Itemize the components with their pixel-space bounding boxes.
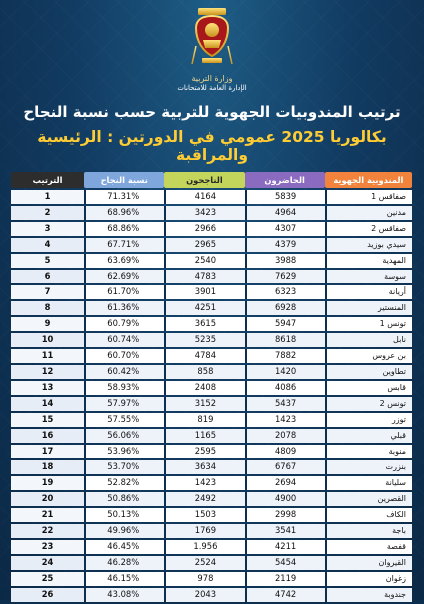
cell-present: 7882 bbox=[245, 349, 325, 363]
cell-present: 2078 bbox=[245, 429, 325, 443]
cell-delegation: سليانة bbox=[325, 476, 412, 490]
cell-rate: 63.69% bbox=[84, 254, 164, 268]
cell-rank: 14 bbox=[11, 397, 84, 411]
cell-delegation: باجة bbox=[325, 524, 412, 538]
table-row bbox=[11, 445, 412, 459]
cell-rank: 2 bbox=[11, 206, 84, 220]
cell-delegation: أريانة bbox=[325, 285, 412, 299]
table-row bbox=[11, 270, 412, 284]
cell-rate: 57.97% bbox=[84, 397, 164, 411]
cell-rate: 43.08% bbox=[84, 588, 164, 602]
cell-rank: 23 bbox=[11, 540, 84, 554]
table-row bbox=[11, 333, 412, 347]
cell-present: 5437 bbox=[245, 397, 325, 411]
header-delegation: المندوبية الجهوية bbox=[325, 172, 412, 188]
cell-present: 2694 bbox=[245, 476, 325, 490]
cell-delegation: صفاقس 1 bbox=[325, 190, 412, 204]
cell-rank: 12 bbox=[11, 365, 84, 379]
cell-present: 4086 bbox=[245, 381, 325, 395]
cell-delegation: القصرين bbox=[325, 492, 412, 506]
cell-successful: 2492 bbox=[164, 492, 244, 506]
cell-rank: 25 bbox=[11, 572, 84, 586]
cell-rate: 71.31% bbox=[84, 190, 164, 204]
header-rate: نسبة النجاح bbox=[84, 172, 164, 188]
cell-delegation: تونس 2 bbox=[325, 397, 412, 411]
cell-present: 5839 bbox=[245, 190, 325, 204]
cell-rank: 5 bbox=[11, 254, 84, 268]
cell-successful: 3423 bbox=[164, 206, 244, 220]
table-row bbox=[11, 556, 412, 570]
ranking-table bbox=[11, 170, 412, 604]
cell-successful: 1769 bbox=[164, 524, 244, 538]
cell-rate: 56.06% bbox=[84, 429, 164, 443]
cell-successful: 3901 bbox=[164, 285, 244, 299]
cell-rate: 58.93% bbox=[84, 381, 164, 395]
cell-present: 4809 bbox=[245, 445, 325, 459]
cell-delegation: تطاوين bbox=[325, 365, 412, 379]
cell-delegation: قبلي bbox=[325, 429, 412, 443]
cell-present: 4307 bbox=[245, 222, 325, 236]
cell-successful: 819 bbox=[164, 413, 244, 427]
cell-present: 1423 bbox=[245, 413, 325, 427]
table-row bbox=[11, 365, 412, 379]
cell-successful: 4251 bbox=[164, 301, 244, 315]
cell-present: 5454 bbox=[245, 556, 325, 570]
table-row bbox=[11, 492, 412, 506]
cell-rank: 11 bbox=[11, 349, 84, 363]
cell-rank: 13 bbox=[11, 381, 84, 395]
cell-rank: 7 bbox=[11, 285, 84, 299]
cell-rank: 3 bbox=[11, 222, 84, 236]
cell-present: 1420 bbox=[245, 365, 325, 379]
cell-rank: 9 bbox=[11, 317, 84, 331]
cell-rank: 22 bbox=[11, 524, 84, 538]
table-row bbox=[11, 381, 412, 395]
cell-successful: 1165 bbox=[164, 429, 244, 443]
cell-rank: 10 bbox=[11, 333, 84, 347]
cell-present: 4211 bbox=[245, 540, 325, 554]
cell-successful: 2965 bbox=[164, 238, 244, 252]
header-rank: الترتيب bbox=[11, 172, 84, 188]
cell-successful: 2524 bbox=[164, 556, 244, 570]
cell-successful: 2966 bbox=[164, 222, 244, 236]
cell-rate: 68.86% bbox=[84, 222, 164, 236]
cell-successful: 3152 bbox=[164, 397, 244, 411]
cell-successful: 2408 bbox=[164, 381, 244, 395]
cell-delegation: سوسة bbox=[325, 270, 412, 284]
cell-delegation: جندوبة bbox=[325, 588, 412, 602]
cell-rate: 50.13% bbox=[84, 508, 164, 522]
cell-present: 4900 bbox=[245, 492, 325, 506]
table-row bbox=[11, 254, 412, 268]
cell-delegation: قفصة bbox=[325, 540, 412, 554]
cell-rank: 18 bbox=[11, 460, 84, 474]
table-row bbox=[11, 476, 412, 490]
table-row bbox=[11, 397, 412, 411]
cell-delegation: المهدية bbox=[325, 254, 412, 268]
cell-rate: 53.70% bbox=[84, 460, 164, 474]
cell-present: 4379 bbox=[245, 238, 325, 252]
cell-successful: 3634 bbox=[164, 460, 244, 474]
cell-successful: 858 bbox=[164, 365, 244, 379]
cell-delegation: نابل bbox=[325, 333, 412, 347]
cell-rank: 6 bbox=[11, 270, 84, 284]
cell-present: 6928 bbox=[245, 301, 325, 315]
cell-present: 2119 bbox=[245, 572, 325, 586]
cell-rank: 1 bbox=[11, 190, 84, 204]
cell-present: 7629 bbox=[245, 270, 325, 284]
cell-delegation: تونس 1 bbox=[325, 317, 412, 331]
cell-rate: 61.70% bbox=[84, 285, 164, 299]
cell-present: 3988 bbox=[245, 254, 325, 268]
cell-successful: 1423 bbox=[164, 476, 244, 490]
table-row bbox=[11, 588, 412, 602]
cell-rate: 53.96% bbox=[84, 445, 164, 459]
table-body bbox=[11, 190, 412, 602]
table-row bbox=[11, 572, 412, 586]
cell-delegation: منوبة bbox=[325, 445, 412, 459]
cell-successful: 4164 bbox=[164, 190, 244, 204]
cell-rate: 46.15% bbox=[84, 572, 164, 586]
cell-rank: 8 bbox=[11, 301, 84, 315]
cell-rate: 60.74% bbox=[84, 333, 164, 347]
cell-rank: 17 bbox=[11, 445, 84, 459]
cell-rate: 67.71% bbox=[84, 238, 164, 252]
cell-delegation: توزر bbox=[325, 413, 412, 427]
cell-rate: 61.36% bbox=[84, 301, 164, 315]
cell-present: 6767 bbox=[245, 460, 325, 474]
cell-rank: 24 bbox=[11, 556, 84, 570]
cell-delegation: بنزرت bbox=[325, 460, 412, 474]
cell-rate: 62.69% bbox=[84, 270, 164, 284]
page-title: ترتيب المندوبيات الجهوية للتربية حسب نسبة النجاح bbox=[23, 103, 401, 121]
cell-delegation: بن عروس bbox=[325, 349, 412, 363]
cell-rate: 57.55% bbox=[84, 413, 164, 427]
cell-rate: 49.96% bbox=[84, 524, 164, 538]
cell-rate: 60.70% bbox=[84, 349, 164, 363]
cell-rank: 21 bbox=[11, 508, 84, 522]
cell-successful: 2540 bbox=[164, 254, 244, 268]
cell-present: 4742 bbox=[245, 588, 325, 602]
cell-rate: 60.79% bbox=[84, 317, 164, 331]
cell-rate: 46.45% bbox=[84, 540, 164, 554]
cell-present: 2998 bbox=[245, 508, 325, 522]
ministry-name bbox=[150, 74, 274, 92]
table-row bbox=[11, 540, 412, 554]
cell-rank: 20 bbox=[11, 492, 84, 506]
cell-successful: 2043 bbox=[164, 588, 244, 602]
table-row bbox=[11, 301, 412, 315]
table-row bbox=[11, 349, 412, 363]
cell-successful: 1.956 bbox=[164, 540, 244, 554]
department-label: الإدارة العامة للامتحانات bbox=[177, 84, 247, 92]
cell-rank: 16 bbox=[11, 429, 84, 443]
cell-present: 8618 bbox=[245, 333, 325, 347]
table-row bbox=[11, 206, 412, 220]
table-row bbox=[11, 460, 412, 474]
cell-delegation: مدنين bbox=[325, 206, 412, 220]
cell-present: 6323 bbox=[245, 285, 325, 299]
table-row bbox=[11, 238, 412, 252]
cell-successful: 1503 bbox=[164, 508, 244, 522]
cell-rate: 52.82% bbox=[84, 476, 164, 490]
cell-delegation: الكاف bbox=[325, 508, 412, 522]
page-subtitle: بكالوريا 2025 عمومي في الدورتين : الرئيسية والمراقبة bbox=[37, 128, 387, 164]
cell-successful: 3615 bbox=[164, 317, 244, 331]
cell-successful: 978 bbox=[164, 572, 244, 586]
table-row bbox=[11, 413, 412, 427]
cell-successful: 4784 bbox=[164, 349, 244, 363]
cell-delegation: قابس bbox=[325, 381, 412, 395]
table-row bbox=[11, 524, 412, 538]
cell-successful: 2595 bbox=[164, 445, 244, 459]
cell-successful: 5235 bbox=[164, 333, 244, 347]
cell-rank: 19 bbox=[11, 476, 84, 490]
table-row bbox=[11, 222, 412, 236]
table-row bbox=[11, 317, 412, 331]
cell-rate: 50.86% bbox=[84, 492, 164, 506]
cell-delegation: صفاقس 2 bbox=[325, 222, 412, 236]
page-header bbox=[0, 0, 424, 98]
cell-rate: 46.28% bbox=[84, 556, 164, 570]
table-header-row bbox=[11, 172, 412, 188]
ministry-label: وزارة التربية bbox=[191, 74, 233, 83]
cell-rank: 4 bbox=[11, 238, 84, 252]
cell-present: 4964 bbox=[245, 206, 325, 220]
cell-rate: 68.96% bbox=[84, 206, 164, 220]
cell-successful: 4783 bbox=[164, 270, 244, 284]
cell-rate: 60.42% bbox=[84, 365, 164, 379]
cell-rank: 26 bbox=[11, 588, 84, 602]
header-present: الحاضرون bbox=[245, 172, 325, 188]
header-successful: الناجحون bbox=[164, 172, 244, 188]
table-row bbox=[11, 508, 412, 522]
cell-delegation: سيدي بوزيد bbox=[325, 238, 412, 252]
table-row bbox=[11, 429, 412, 443]
cell-present: 3541 bbox=[245, 524, 325, 538]
cell-delegation: المنستير bbox=[325, 301, 412, 315]
cell-rank: 15 bbox=[11, 413, 84, 427]
tunisia-coat-of-arms-icon bbox=[188, 6, 236, 72]
table-row bbox=[11, 285, 412, 299]
cell-delegation: القيروان bbox=[325, 556, 412, 570]
cell-delegation: زغوان bbox=[325, 572, 412, 586]
cell-present: 5947 bbox=[245, 317, 325, 331]
table-row bbox=[11, 190, 412, 204]
